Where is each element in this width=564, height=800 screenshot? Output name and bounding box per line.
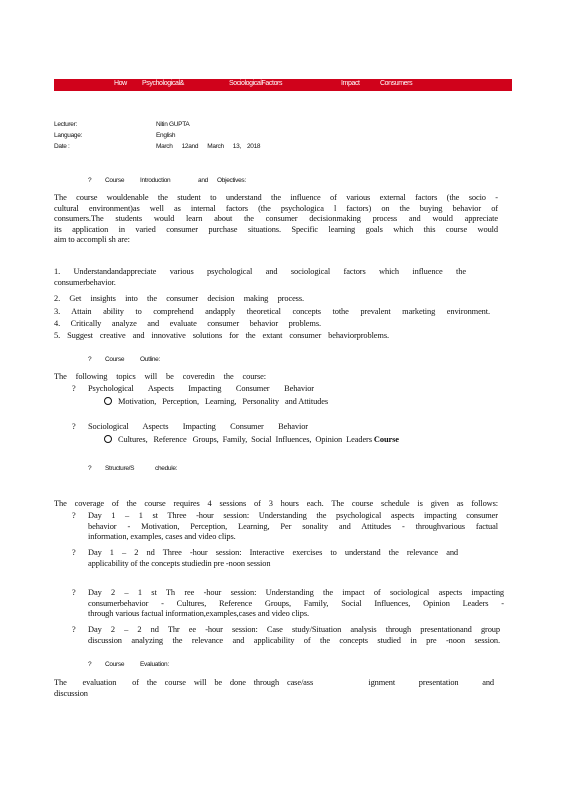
title-word: Impact: [341, 80, 360, 87]
goal-line: 3. Attain ability to comprehend andapply theoretical concepts tothe prevalent marketing environment.: [54, 307, 490, 316]
structure-intro: [54, 499, 498, 510]
outline-heading: [88, 356, 288, 365]
outline-subitem-text: Motivation, Perception, Learning, Personality and Attitudes: [118, 397, 329, 406]
heading-word: Introduction: [140, 177, 171, 184]
lecturer-label: Lecturer:: [54, 121, 77, 128]
goal-item: [54, 307, 490, 318]
heading-word: Outline:: [140, 356, 161, 363]
heading-word: Structure/S: [105, 465, 135, 472]
day-block: [88, 625, 500, 646]
evaluation-paragraph: [54, 678, 494, 699]
day-block: [88, 588, 504, 620]
language-value: English: [156, 132, 176, 139]
goal-item: [54, 294, 304, 305]
section-marker: ?: [88, 465, 92, 472]
outline-intro-text: The following topics will be coveredin the course:: [54, 372, 266, 381]
day-line: through various factual information,examples,cases and video clips.: [88, 609, 309, 618]
outline-item: [88, 422, 308, 433]
title-word: Psychological&: [142, 80, 184, 87]
outline-subitem: [104, 397, 374, 408]
day-marker: ?: [72, 588, 76, 597]
paragraph-line: cultural environment)as well as internal factors (the psychologica l factors) on the buying behavior of: [54, 203, 498, 213]
day-line: applicability of the concepts studiedin pre -noon session: [88, 558, 271, 568]
goal-item: [54, 319, 321, 330]
heading-word: and: [198, 177, 208, 184]
day-line: Day 2 – 2 nd Thr ee -hour session: Case study/Situation analysis through presentationand group: [88, 625, 500, 634]
circle-bullet-icon: [104, 397, 112, 405]
circle-bullet-icon: [104, 435, 112, 443]
title-word: How: [114, 80, 127, 87]
paragraph-line: discussion: [54, 688, 88, 698]
goal-item: [54, 331, 389, 342]
section-marker: ?: [88, 661, 92, 668]
date-value: March 12and March 13, 2018: [156, 143, 261, 150]
goal-line: 1. Understandandappreciate various psychological and sociological factors which influence the: [54, 267, 466, 276]
day-line: behavior - Motivation, Perception, Learning, Per sonality and Attitudes - throughvarious factual: [88, 521, 498, 531]
heading-word: chedule:: [155, 465, 178, 472]
outline-marker: ?: [72, 422, 76, 431]
heading-word: Evaluation:: [140, 661, 169, 668]
day-marker: ?: [72, 625, 76, 634]
lecturer-value: Nitin GUPTA: [156, 121, 190, 128]
day-block: [88, 511, 498, 543]
heading-word: Course: [105, 177, 125, 184]
paragraph-line: consumers.The students would learn about the consumer decisionmaking process and would appreciate: [54, 214, 498, 223]
paragraph-line: aim to accompli sh are:: [54, 235, 130, 244]
outline-subitem-text: Cultures, Reference Groups, Family, Social Influences, Opinion Leaders: [118, 435, 372, 444]
trailing-word: Course: [373, 435, 399, 444]
day-line: consumerbehavior - Cultures, Reference Groups, Family, Social Influences, Opinion Leaders -: [88, 598, 504, 608]
day-marker: ?: [72, 548, 76, 557]
heading-word: Objectives:: [217, 177, 246, 184]
goal-line: consumerbehavior.: [54, 277, 116, 287]
evaluation-heading: [88, 661, 288, 670]
day-line: Day 1 – 1 st Three -hour session: Understanding the psychological aspects impacting consumer: [88, 511, 498, 520]
section-marker: ?: [88, 356, 92, 363]
paragraph-line: its application in varied consumer purchase situations. Specific learning goals which this course would: [54, 224, 498, 234]
language-label: Language:: [54, 132, 83, 139]
heading-word: Course: [105, 661, 125, 668]
goal-line: 5. Suggest creative and innovative solutions for the extant consumer behaviorproblems.: [54, 331, 389, 340]
outline-marker: ?: [72, 384, 76, 393]
outline-item-label: Psychological Aspects Impacting Consumer Behavior: [88, 384, 314, 393]
outline-subitem: [104, 435, 504, 446]
day-marker: ?: [72, 511, 76, 520]
outline-item-label: Sociological Aspects Impacting Consumer Behavior: [88, 422, 308, 431]
structure-intro-text: The coverage of the course requires 4 sessions of 3 hours each. The course schedule is given as follows:: [54, 499, 498, 508]
paragraph-line: The course wouldenable the student to understand the influence of various external factors (the socio -: [54, 193, 498, 202]
goals-list: [54, 267, 466, 288]
title-bar: [54, 79, 512, 91]
intro-heading: [88, 177, 388, 186]
day-line: Day 1 – 2 nd Three -hour session: Interactive exercises to understand the relevance and: [88, 548, 458, 557]
day-line: information, examples, cases and video clips.: [88, 532, 236, 541]
day-block: [88, 548, 458, 569]
paragraph-line: The evaluation of the course will be done through case/ass ignment presentation and: [54, 678, 494, 687]
goal-line: 2. Get insights into the consumer decision making process.: [54, 294, 304, 303]
section-marker: ?: [88, 177, 92, 184]
title-word: SociologicalFactors: [229, 80, 283, 87]
date-label: Date :: [54, 143, 70, 150]
day-line: discussion analyzing the relevance and applicability of the concepts studied in pre -noon session.: [88, 635, 500, 645]
outline-item: [88, 384, 314, 395]
goal-line: 4. Critically analyze and evaluate consumer behavior problems.: [54, 319, 321, 328]
outline-intro: [54, 372, 266, 383]
day-line: Day 2 – 1 st Th ree -hour session: Understanding the impact of sociological aspects impacting: [88, 588, 504, 597]
heading-word: Course: [105, 356, 125, 363]
title-word: Consumers: [380, 80, 413, 87]
intro-paragraph: [54, 193, 498, 246]
structure-heading: [88, 465, 288, 474]
